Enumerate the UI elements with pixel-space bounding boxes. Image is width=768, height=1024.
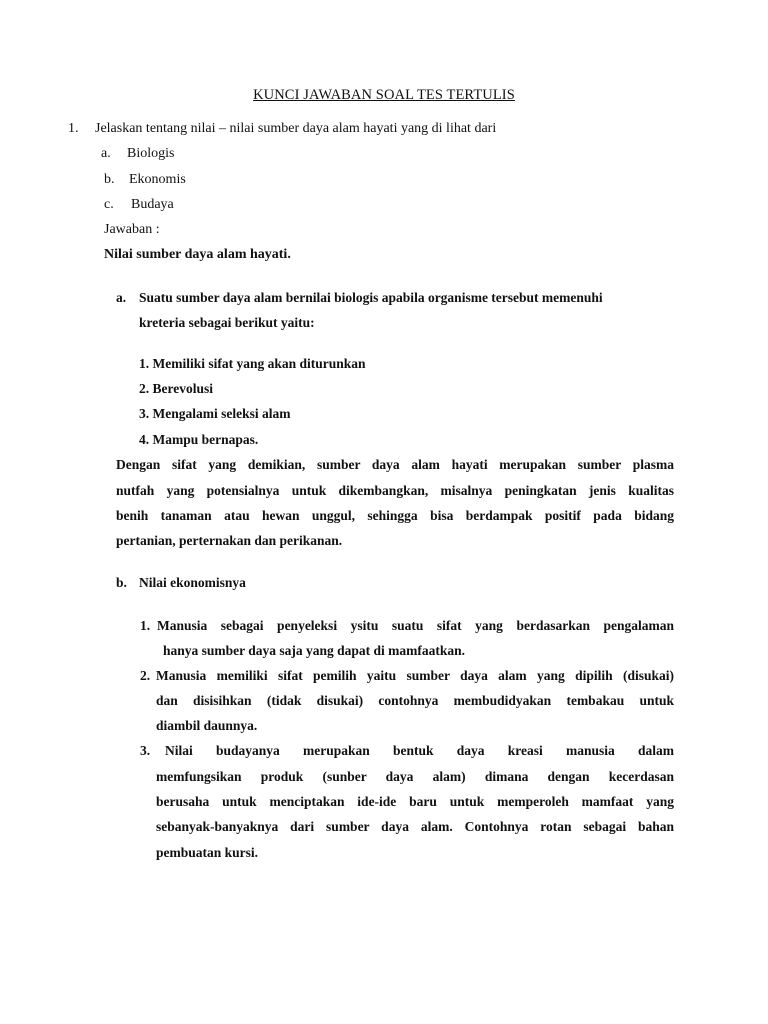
section-a-intro: kreteria sebagai berikut yaitu:	[139, 315, 315, 330]
criteria-item: 1. Memiliki sifat yang akan diturunkan	[139, 356, 366, 371]
item-line: dan disisihkan (tidak disukai) contohnya membudidyakan tembakau untuk	[156, 693, 674, 708]
paragraph-line: benih tanaman atau hewan unggul, sehingga bisa berdampak positif pada bidang	[116, 508, 674, 523]
paragraph-line: pertanian, perternakan dan perikanan.	[116, 533, 343, 548]
question-number: 1.	[68, 121, 79, 136]
answer-heading: Nilai sumber daya alam hayati.	[104, 247, 291, 262]
page-title: KUNCI JAWABAN SOAL TES TERTULIS	[253, 87, 515, 103]
criteria-item: 3. Mengalami seleksi alam	[139, 406, 291, 421]
option-letter: a.	[101, 146, 111, 161]
section-a-letter: a.	[116, 290, 127, 305]
option-letter: b.	[104, 172, 115, 187]
item-line: Nilai budayanya merupakan bentuk daya kreasi manusia dalam	[165, 743, 674, 758]
item-line: pembuatan kursi.	[156, 845, 259, 860]
item-line: memfungsikan produk (sunber daya alam) dimana dengan kecerdasan	[156, 769, 674, 784]
section-a-intro: Suatu sumber daya alam bernilai biologis apabila organisme tersebut memenuhi	[139, 290, 603, 305]
question-text: Jelaskan tentang nilai – nilai sumber daya alam hayati yang di lihat dari	[95, 121, 497, 136]
criteria-item: 2. Berevolusi	[139, 381, 213, 396]
paragraph-line: nutfah yang potensialnya untuk dikembangkan, misalnya peningkatan jenis kualitas	[116, 483, 674, 498]
criteria-item: 4. Mampu bernapas.	[139, 432, 259, 447]
item-line: sebanyak-banyaknya dari sumber daya alam. Contohnya rotan sebagai bahan	[156, 819, 674, 834]
item-number: 2.	[140, 668, 151, 683]
option-text: Ekonomis	[129, 172, 186, 187]
paragraph-line: Dengan sifat yang demikian, sumber daya alam hayati merupakan sumber plasma	[116, 457, 674, 472]
option-text: Biologis	[127, 146, 175, 161]
item-line: berusaha untuk menciptakan ide-ide baru untuk memperoleh mamfaat yang	[156, 794, 674, 809]
item-line: Manusia memiliki sifat pemilih yaitu sumber daya alam yang dipilih (disukai)	[156, 668, 674, 683]
option-letter: c.	[104, 197, 114, 212]
item-line: diambil daunnya.	[156, 718, 258, 733]
item-line: Manusia sebagai penyeleksi ysitu suatu sifat yang berdasarkan pengalaman	[157, 618, 674, 633]
item-number: 3.	[140, 743, 151, 758]
answer-label: Jawaban :	[104, 222, 160, 237]
option-text: Budaya	[131, 197, 174, 212]
section-b-letter: b.	[116, 575, 127, 590]
section-b-heading: Nilai ekonomisnya	[139, 575, 246, 590]
item-line: hanya sumber daya saja yang dapat di mamfaatkan.	[163, 643, 466, 658]
item-number: 1.	[140, 618, 151, 633]
